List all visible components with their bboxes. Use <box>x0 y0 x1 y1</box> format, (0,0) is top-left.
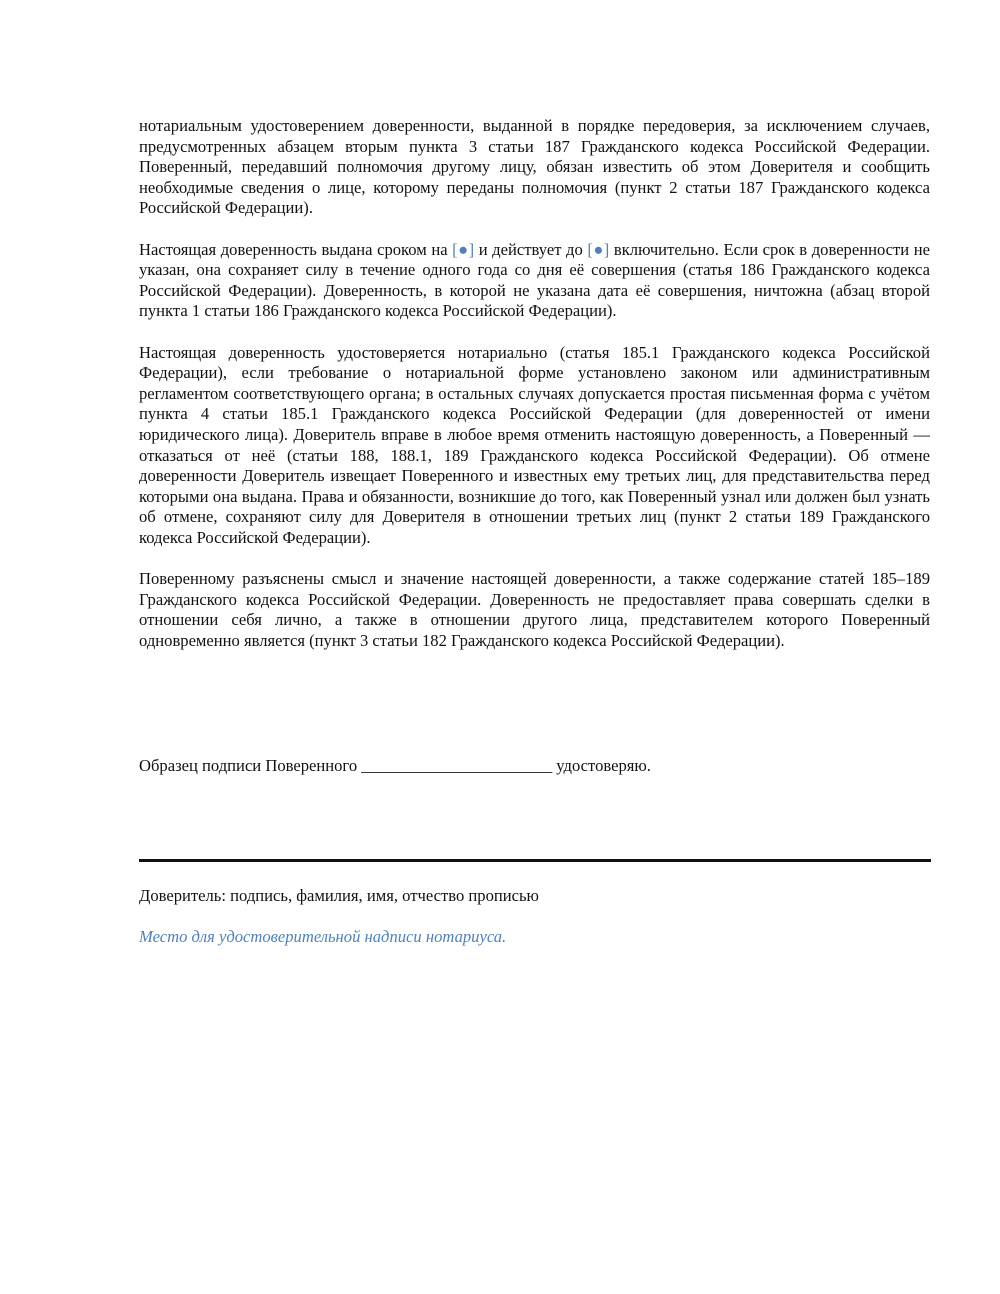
signature-sample-suffix: удостоверяю. <box>556 756 651 775</box>
paragraph-notarization-revocation: Настоящая доверенность удостоверяется нотариально (статья 185.1 Гражданского кодекса Российской Федерации), если требование о нотариальной форме установлено законом или административным регламентом соответствующего органа; в остальных случаях допускается простая письменная форма с учётом пункта 4 статьи 185.1 Гражданского кодекса Российской Федерации (для доверенностей от имени юридического лица). Доверитель вправе в любое время отменить настоящую доверенность, а Поверенный — отказаться от неё (статьи 188, 188.1, 189 Гражданского кодекса Российской Федерации). Об отмене доверенности Доверитель извещает Поверенного и известных ему третьих лиц, для представительства перед которыми она выдана. Права и обязанности, возникшие до того, как Поверенный узнал или должен был узнать об отмене, сохраняют силу для Доверителя в отношении третьих лиц (пункт 2 статьи 189 Гражданского кодекса Российской Федерации). <box>139 342 930 547</box>
grantor-caption: Доверитель: подпись, фамилия, имя, отчество прописью <box>139 886 539 905</box>
signature-blank[interactable]: _______________________ <box>361 756 553 775</box>
term-text-start: Настоящая доверенность выдана сроком на <box>139 239 453 259</box>
document-body <box>139 116 930 672</box>
end-date-placeholder[interactable]: [●] <box>587 239 610 259</box>
paragraph-redelegation: нотариальным удостоверением доверенности, выданной в порядке передоверия, за исключением случаев, предусмотренных абзацем вторым пункта 3 статьи 187 Гражданского кодекса Российской Федерации. Поверенный, передавший полномочия другому лицу, обязан известить об этом Доверителя и сообщить необходимые сведения о лице, которому переданы полномочия (пункт 2 статьи 187 Гражданского кодекса Российской Федерации). <box>139 116 930 218</box>
signature-sample-line <box>139 756 651 777</box>
signature-divider <box>139 859 931 862</box>
signature-sample-label: Образец подписи Поверенного <box>139 756 358 775</box>
notary-placeholder: Место для удостоверительной надписи нотариуса. <box>139 927 507 946</box>
term-text-middle: и действует до <box>474 239 588 259</box>
paragraph-explanation: Поверенному разъяснены смысл и значение настоящей доверенности, а также содержание статей 185–189 Гражданского кодекса Российской Федерации. Доверенность не предоставляет права совершать сделки в отношении себя лично, а также в отношении другого лица, представителем которого Поверенный одновременно является (пункт 3 статьи 182 Гражданского кодекса Российской Федерации). <box>139 569 930 650</box>
term-placeholder[interactable]: [●] <box>452 239 475 259</box>
paragraph-term <box>139 240 930 322</box>
term-text-end: включительно. Если срок в доверенности не указан, она сохраняет силу в течение одного года со дня её совершения (статья 186 Гражданского кодекса Российской Федерации). Доверенность, в которой не указана дата её совершения, ничтожна (абзац второй пункта 1 статьи 186 Гражданского кодекса Российской Федерации). <box>139 239 931 321</box>
